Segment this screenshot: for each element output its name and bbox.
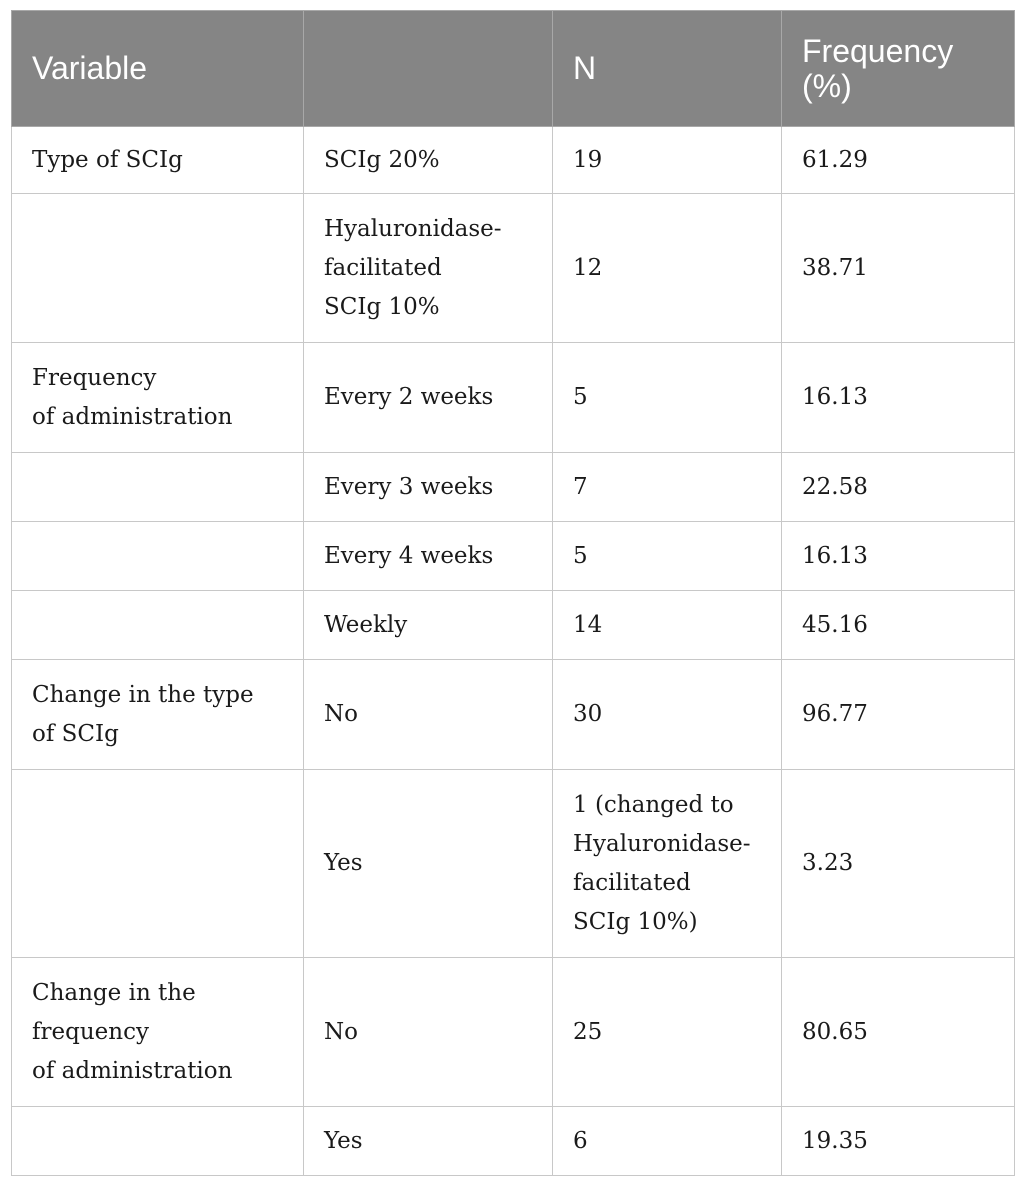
cell-n: 5 xyxy=(553,522,782,591)
cell-category: Yes xyxy=(304,770,553,958)
cell-variable: Frequency of administration xyxy=(12,343,304,453)
cell-n: 6 xyxy=(553,1107,782,1176)
cell-n: 12 xyxy=(553,194,782,343)
table-row xyxy=(12,1107,1015,1176)
cell-n: 14 xyxy=(553,591,782,660)
cell-frequency: 16.13 xyxy=(782,343,1015,453)
cell-variable: Change in the type of SCIg xyxy=(12,660,304,770)
cell-frequency: 3.23 xyxy=(782,770,1015,958)
cell-category: No xyxy=(304,660,553,770)
cell-category: Yes xyxy=(304,1107,553,1176)
cell-frequency: 61.29 xyxy=(782,127,1015,194)
cell-n: 19 xyxy=(553,127,782,194)
cell-variable xyxy=(12,770,304,958)
cell-n: 5 xyxy=(553,343,782,453)
cell-frequency: 96.77 xyxy=(782,660,1015,770)
cell-variable xyxy=(12,1107,304,1176)
table-row xyxy=(12,194,1015,343)
cell-frequency: 45.16 xyxy=(782,591,1015,660)
table-row xyxy=(12,770,1015,958)
cell-variable xyxy=(12,453,304,522)
cell-frequency: 80.65 xyxy=(782,958,1015,1107)
cell-n: 1 (changed to Hyaluronidase- facilitated SCIg 10%) xyxy=(553,770,782,958)
data-table xyxy=(11,10,1015,1176)
table-row xyxy=(12,453,1015,522)
header-frequency: Frequency (%) xyxy=(782,11,1015,127)
cell-category: Every 4 weeks xyxy=(304,522,553,591)
table-row xyxy=(12,660,1015,770)
cell-variable: Change in the frequency of administration xyxy=(12,958,304,1107)
cell-category: Every 3 weeks xyxy=(304,453,553,522)
cell-n: 25 xyxy=(553,958,782,1107)
cell-frequency: 19.35 xyxy=(782,1107,1015,1176)
cell-variable xyxy=(12,591,304,660)
cell-category: Weekly xyxy=(304,591,553,660)
cell-category: SCIg 20% xyxy=(304,127,553,194)
cell-category: No xyxy=(304,958,553,1107)
table-row xyxy=(12,522,1015,591)
cell-frequency: 16.13 xyxy=(782,522,1015,591)
table-row xyxy=(12,343,1015,453)
table-row xyxy=(12,127,1015,194)
cell-category: Every 2 weeks xyxy=(304,343,553,453)
table-body xyxy=(12,127,1015,1176)
table-header xyxy=(12,11,1015,127)
cell-n: 30 xyxy=(553,660,782,770)
header-variable: Variable xyxy=(12,11,304,127)
cell-variable xyxy=(12,194,304,343)
cell-n: 7 xyxy=(553,453,782,522)
header-n: N xyxy=(553,11,782,127)
cell-variable xyxy=(12,522,304,591)
cell-category: Hyaluronidase- facilitated SCIg 10% xyxy=(304,194,553,343)
cell-variable: Type of SCIg xyxy=(12,127,304,194)
table-row xyxy=(12,591,1015,660)
header-row xyxy=(12,11,1015,127)
header-category xyxy=(304,11,553,127)
cell-frequency: 38.71 xyxy=(782,194,1015,343)
cell-frequency: 22.58 xyxy=(782,453,1015,522)
data-table-container xyxy=(11,10,1015,1176)
table-row xyxy=(12,958,1015,1107)
